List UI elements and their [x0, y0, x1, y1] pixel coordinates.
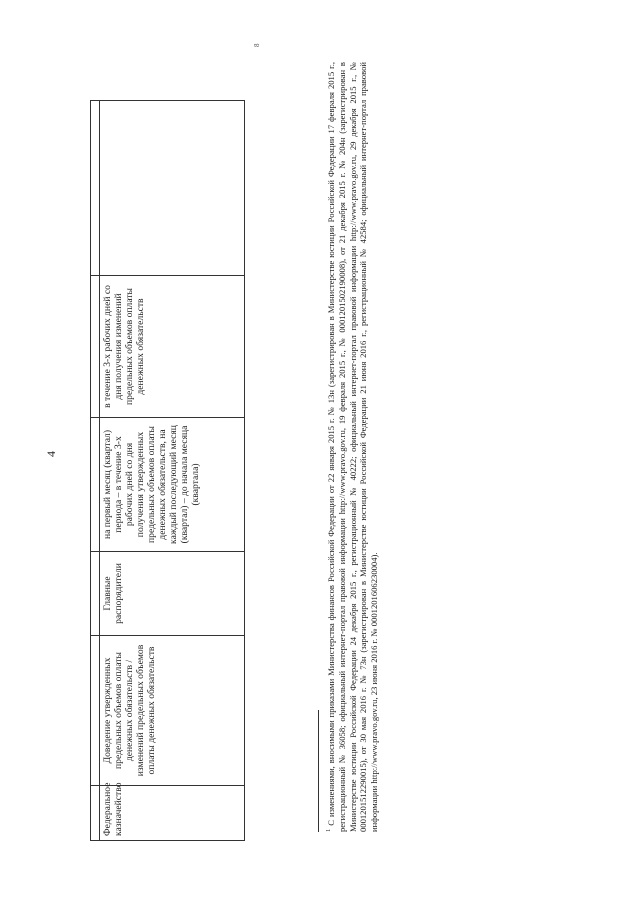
table-cell — [91, 786, 100, 841]
cell-executor: Федеральное казначейство — [100, 786, 245, 841]
page-number: 4 — [44, 451, 58, 457]
procedure-table — [90, 100, 245, 841]
table-cell — [91, 552, 100, 636]
footnote — [326, 62, 380, 832]
footnote-text: С изменениями, вносимыми приказами Министерства финансов Российской Федерации от 22 января 2015 г. № 13н (зарегистрирован в Министерстве юстиции Российской Федерации 17 февраля 2015 г., регистрационный № 36058; официальный интернет-портал правовой информации http://www.pravo.gov.ru, 19 февраля 2015 г., № 0001201502190008), от 21 декабря 2015 г. № 204н (зарегистрирован в Министерстве юстиции Российской Федерации 24 декабря 2015 г., регистрационный № 40222; официальный интернет-портал правовой информации http://www.pravo.gov.ru, 29 декабря 2015 г., № 0001201512290015), от 30 мая 2016 г. № 73н (зарегистрирован в Министерстве юстиции Российской Федерации 21 июня 2016 г., регистрационный № 42584; официальный интернет-портал правовой информации http://www.pravo.gov.ru, 23 июня 2016 г. № 0001201606230004). — [326, 62, 380, 832]
table-cell — [91, 636, 100, 786]
cell-empty — [100, 101, 245, 276]
cell-change-deadline: в течение 3-х рабочих дней со дня получения изменений предельных объемов оплаты денежных обязательств — [100, 276, 245, 418]
cell-recipient: Главные распорядители — [100, 552, 245, 636]
corner-mark: 8 — [253, 43, 261, 47]
table-cell — [91, 418, 100, 552]
cell-deadline: на первый месяц (квартал) периода – в течение 3-х рабочих дней со дня получения утвержденных предельных объемов оплаты денежных обязательств, на каждый последующий месяц (квартал) – до начала месяца (квартала) — [100, 418, 245, 552]
footnote-marker: 1 — [325, 828, 333, 832]
table-cell — [91, 276, 100, 418]
cell-procedure: Доведение утвержденных предельных объемов оплаты денежных обязательств / изменений предельных объемов оплаты денежных обязательств — [100, 636, 245, 786]
table-row — [100, 101, 245, 841]
footnote-separator — [318, 710, 319, 832]
table-header-strip — [91, 101, 100, 841]
table-cell — [91, 101, 100, 276]
